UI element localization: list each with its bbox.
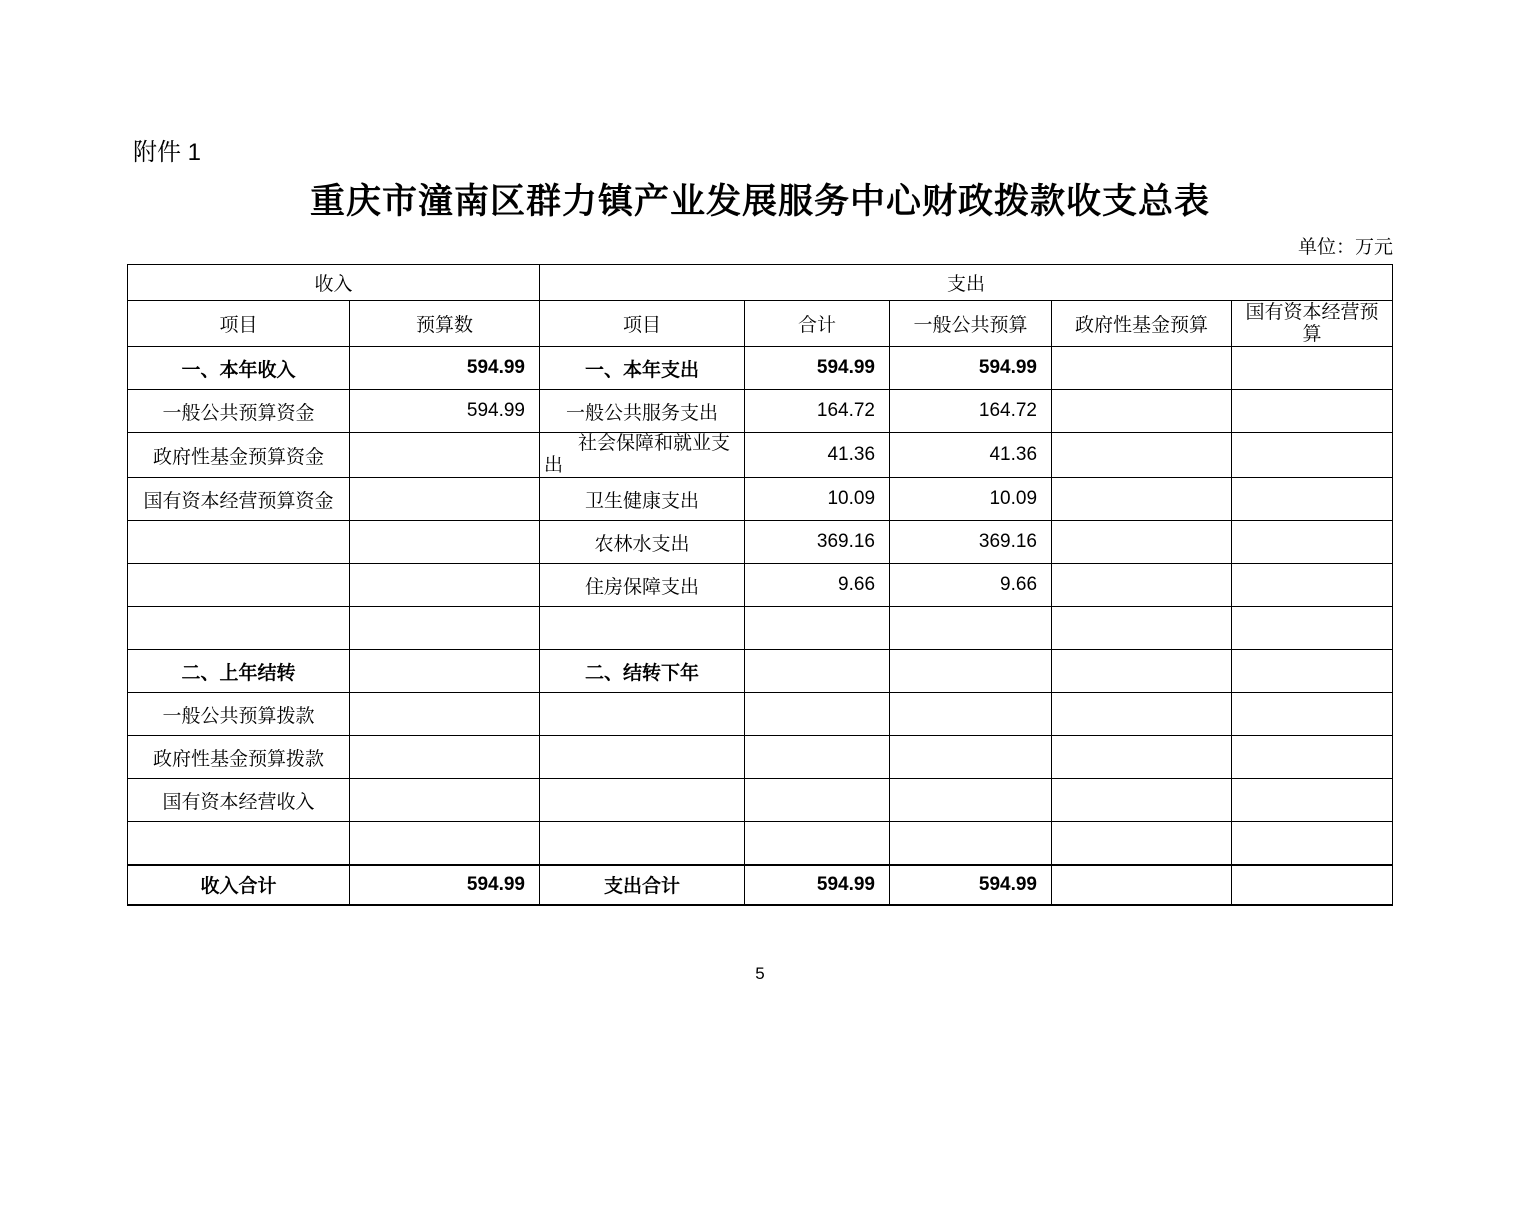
expense-total-cell xyxy=(745,650,890,693)
general-public-budget-cell xyxy=(890,607,1052,650)
expense-item-cell: 住房保障支出 xyxy=(540,564,745,607)
income-item-cell xyxy=(128,607,350,650)
state-capital-budget-cell xyxy=(1232,736,1393,779)
state-capital-budget-cell xyxy=(1232,390,1393,433)
state-capital-budget-cell xyxy=(1232,433,1393,478)
page-title: 重庆市潼南区群力镇产业发展服务中心财政拨款收支总表 xyxy=(309,181,1210,222)
income-budget-cell xyxy=(350,650,540,693)
expense-total-cell xyxy=(745,779,890,822)
income-budget-cell xyxy=(350,736,540,779)
income-item-cell: 国有资本经营预算资金 xyxy=(128,478,350,521)
general-public-budget-cell: 41.36 xyxy=(890,433,1052,478)
income-budget-cell xyxy=(350,478,540,521)
attachment-label: 附件 1 xyxy=(133,139,202,166)
col-header-government-fund-budget: 政府性基金预算 xyxy=(1052,301,1232,347)
income-item-cell xyxy=(128,564,350,607)
expense-total-cell: 41.36 xyxy=(745,433,890,478)
state-capital-budget-cell xyxy=(1232,779,1393,822)
general-public-budget-cell: 594.99 xyxy=(890,347,1052,390)
income-item-cell: 一、本年收入 xyxy=(128,347,350,390)
table-row xyxy=(128,822,1393,865)
table-row xyxy=(128,478,1393,521)
general-public-budget-cell: 9.66 xyxy=(890,564,1052,607)
income-item-cell: 政府性基金预算资金 xyxy=(128,433,350,478)
expense-item-cell xyxy=(540,736,745,779)
income-budget-cell: 594.99 xyxy=(350,347,540,390)
table-row xyxy=(128,347,1393,390)
col-header-income-item: 项目 xyxy=(128,301,350,347)
state-capital-budget-cell xyxy=(1232,521,1393,564)
income-item-cell: 一般公共预算资金 xyxy=(128,390,350,433)
col-header-general-public-budget: 一般公共预算 xyxy=(890,301,1052,347)
col-header-total: 合计 xyxy=(745,301,890,347)
government-fund-budget-cell xyxy=(1052,865,1232,905)
col-header-state-capital-budget: 国有资本经营预算 xyxy=(1232,301,1393,347)
unit-note: 单位：万元 xyxy=(1297,237,1393,258)
expense-total-cell: 9.66 xyxy=(745,564,890,607)
state-capital-budget-cell xyxy=(1232,564,1393,607)
expense-total-cell: 164.72 xyxy=(745,390,890,433)
general-public-budget-cell xyxy=(890,650,1052,693)
general-public-budget-cell: 369.16 xyxy=(890,521,1052,564)
col-header-expense-item: 项目 xyxy=(540,301,745,347)
expense-item-cell xyxy=(540,779,745,822)
page-number: 5 xyxy=(755,963,765,983)
income-item-cell xyxy=(128,822,350,865)
government-fund-budget-cell xyxy=(1052,693,1232,736)
government-fund-budget-cell xyxy=(1052,822,1232,865)
expense-item-cell: 社会保障和就业支出 xyxy=(540,433,745,478)
expense-item-cell xyxy=(540,822,745,865)
state-capital-budget-cell xyxy=(1232,822,1393,865)
table-row xyxy=(128,693,1393,736)
state-capital-budget-cell xyxy=(1232,865,1393,905)
general-public-budget-cell xyxy=(890,736,1052,779)
expense-item-cell: 支出合计 xyxy=(540,865,745,905)
expense-item-cell: 二、结转下年 xyxy=(540,650,745,693)
table-row xyxy=(128,736,1393,779)
income-budget-cell xyxy=(350,607,540,650)
table-row xyxy=(128,564,1393,607)
income-section-header: 收入 xyxy=(128,265,540,301)
general-public-budget-cell xyxy=(890,779,1052,822)
section-header-row xyxy=(128,265,1393,301)
income-budget-cell xyxy=(350,433,540,478)
income-item-cell: 一般公共预算拨款 xyxy=(128,693,350,736)
government-fund-budget-cell xyxy=(1052,607,1232,650)
general-public-budget-cell xyxy=(890,693,1052,736)
table-row xyxy=(128,390,1393,433)
income-budget-cell xyxy=(350,564,540,607)
income-budget-cell: 594.99 xyxy=(350,390,540,433)
table-row xyxy=(128,607,1393,650)
government-fund-budget-cell xyxy=(1052,736,1232,779)
budget-table xyxy=(127,264,1393,906)
government-fund-budget-cell xyxy=(1052,521,1232,564)
table-row xyxy=(128,779,1393,822)
general-public-budget-cell: 594.99 xyxy=(890,865,1052,905)
expense-item-cell xyxy=(540,607,745,650)
income-item-cell xyxy=(128,521,350,564)
col-header-income-budget: 预算数 xyxy=(350,301,540,347)
column-header-row xyxy=(128,301,1393,347)
table-row xyxy=(128,521,1393,564)
expense-total-cell xyxy=(745,736,890,779)
income-budget-cell xyxy=(350,521,540,564)
income-budget-cell xyxy=(350,822,540,865)
income-item-cell: 政府性基金预算拨款 xyxy=(128,736,350,779)
government-fund-budget-cell xyxy=(1052,650,1232,693)
table-row xyxy=(128,865,1393,905)
expense-total-cell xyxy=(745,607,890,650)
general-public-budget-cell: 164.72 xyxy=(890,390,1052,433)
government-fund-budget-cell xyxy=(1052,779,1232,822)
income-item-cell: 国有资本经营收入 xyxy=(128,779,350,822)
table-body xyxy=(128,347,1393,905)
state-capital-budget-cell xyxy=(1232,693,1393,736)
expense-total-cell: 594.99 xyxy=(745,347,890,390)
income-item-cell: 二、上年结转 xyxy=(128,650,350,693)
government-fund-budget-cell xyxy=(1052,564,1232,607)
table-row xyxy=(128,433,1393,478)
income-budget-cell xyxy=(350,779,540,822)
document-page xyxy=(0,138,1520,1212)
expense-section-header: 支出 xyxy=(540,265,1393,301)
expense-item-cell: 一、本年支出 xyxy=(540,347,745,390)
expense-item-cell: 一般公共服务支出 xyxy=(540,390,745,433)
expense-item-cell: 农林水支出 xyxy=(540,521,745,564)
government-fund-budget-cell xyxy=(1052,390,1232,433)
government-fund-budget-cell xyxy=(1052,433,1232,478)
state-capital-budget-cell xyxy=(1232,650,1393,693)
state-capital-budget-cell xyxy=(1232,347,1393,390)
expense-total-cell: 594.99 xyxy=(745,865,890,905)
expense-total-cell xyxy=(745,822,890,865)
income-item-cell: 收入合计 xyxy=(128,865,350,905)
expense-item-cell: 卫生健康支出 xyxy=(540,478,745,521)
general-public-budget-cell: 10.09 xyxy=(890,478,1052,521)
income-budget-cell xyxy=(350,693,540,736)
expense-total-cell: 10.09 xyxy=(745,478,890,521)
expense-total-cell xyxy=(745,693,890,736)
state-capital-budget-cell xyxy=(1232,478,1393,521)
income-budget-cell: 594.99 xyxy=(350,865,540,905)
expense-item-cell xyxy=(540,693,745,736)
government-fund-budget-cell xyxy=(1052,478,1232,521)
government-fund-budget-cell xyxy=(1052,347,1232,390)
table-row xyxy=(128,650,1393,693)
state-capital-budget-cell xyxy=(1232,607,1393,650)
general-public-budget-cell xyxy=(890,822,1052,865)
expense-total-cell: 369.16 xyxy=(745,521,890,564)
